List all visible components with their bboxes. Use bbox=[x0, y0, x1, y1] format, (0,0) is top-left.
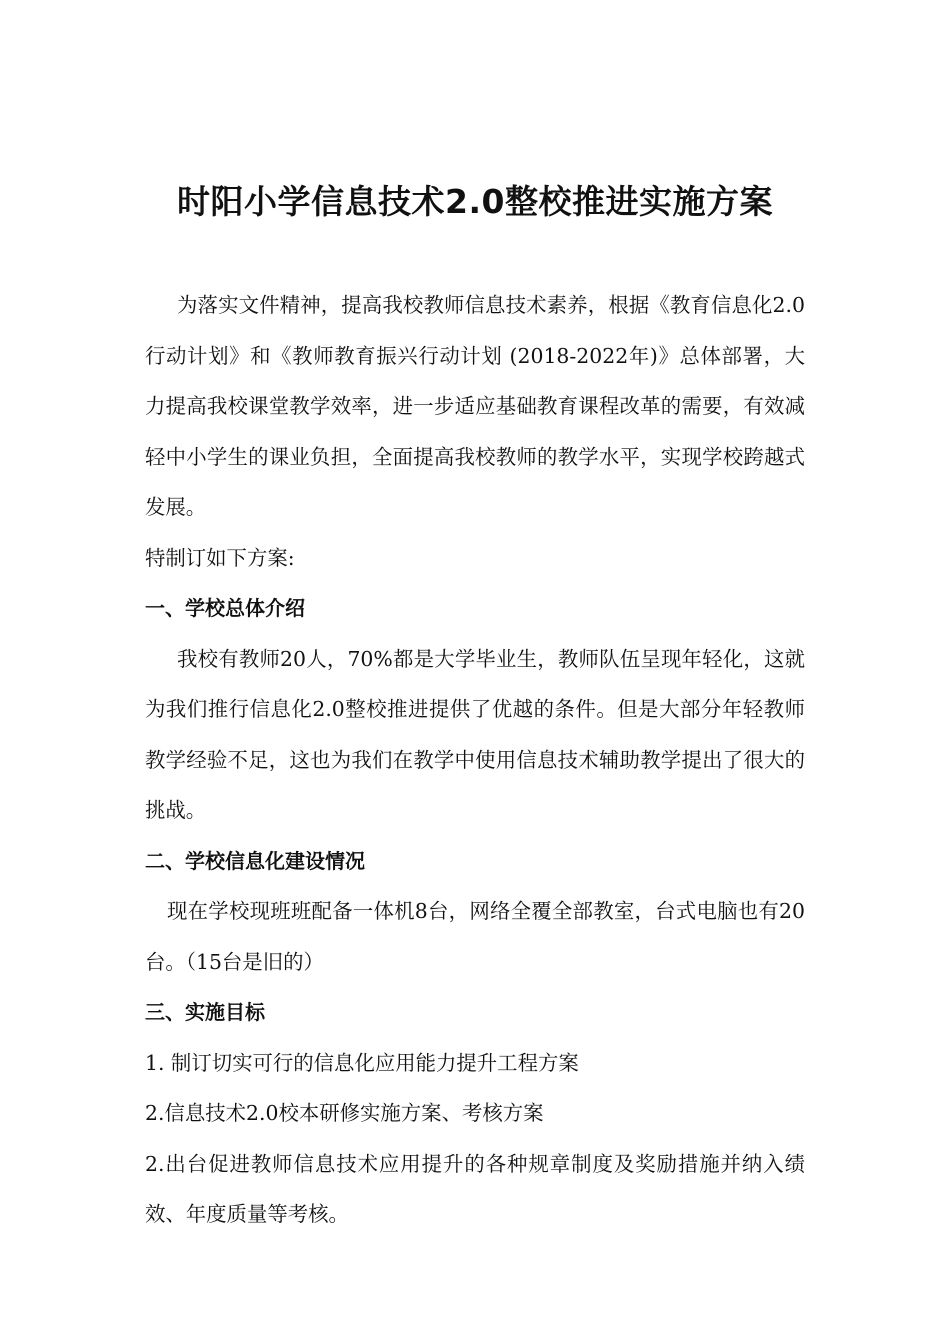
intro-paragraph: 为落实文件精神，提高我校教师信息技术素养，根据《教育信息化2.0行动计划》和《教师教育振兴行动计划 (2018-2022年)》总体部署，大力提高我校课堂教学效率，进一步适应基础教育课程改革的需要，有效减轻中小学生的课业负担，全面提高我校教师的教学水平，实现学校跨越式发展。 bbox=[145, 293, 805, 519]
section-heading-school-overview: 一、学校总体介绍 bbox=[145, 596, 305, 620]
goal-item: 2.出台促进教师信息技术应用提升的各种规章制度及奖励措施并纳入绩效、年度质量等考核。 bbox=[145, 1151, 805, 1226]
school-overview-paragraph: 我校有教师20人，70%都是大学毕业生，教师队伍呈现年轻化，这就为我们推行信息化2.0整校推进提供了优越的条件。但是大部分年轻教师教学经验不足，这也为我们在教学中使用信息技术辅助教学提出了很大的挑战。 bbox=[145, 646, 805, 822]
goal-item: 1. 制订切实可行的信息化应用能力提升工程方案 bbox=[145, 1050, 579, 1075]
document-body bbox=[145, 280, 805, 1240]
document-title: 时阳小学信息技术2.0整校推进实施方案 bbox=[177, 182, 773, 221]
it-construction-paragraph: 现在学校现班班配备一体机8台，网络全覆全部教室，台式电脑也有20台。（15台是旧的） bbox=[145, 899, 805, 974]
intro-closing-line: 特制订如下方案: bbox=[145, 545, 295, 570]
section-heading-goals: 三、实施目标 bbox=[145, 1000, 265, 1024]
section-heading-it-construction: 二、学校信息化建设情况 bbox=[145, 848, 365, 873]
goal-item: 2.信息技术2.0校本研修实施方案、考核方案 bbox=[145, 1101, 544, 1125]
